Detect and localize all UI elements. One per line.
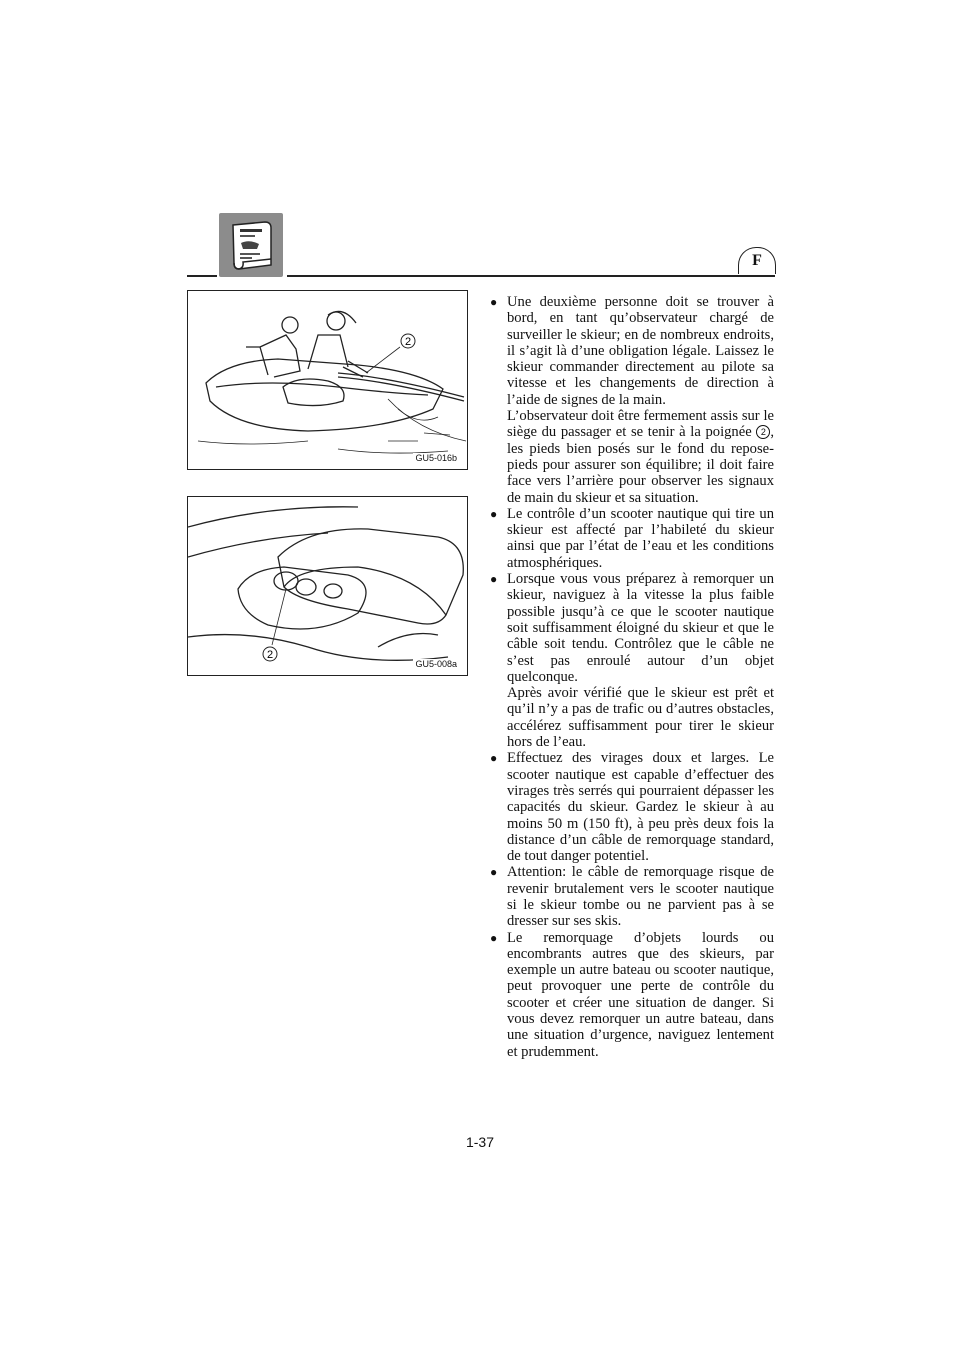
figure2-code: GU5-008a (415, 659, 457, 669)
bullet-item (490, 506, 774, 571)
continuation-text: , les pieds bien posés sur le fond du repose-pieds pour assurer son équilibre; il doit faire face vers l’arrière pour observer les signaux de main du skieur et sa situation. (507, 424, 774, 506)
bullet-continuation (507, 408, 774, 506)
header-rule-left (187, 275, 217, 277)
figure-handle-illustration (187, 496, 468, 676)
bullet-continuation: Après avoir vérifié que le skieur est prêt et qu’il n’y a pas de trafic ou d’autres obstacles, accélérez suffisamment pour tirer le skieur hors de l’eau. (507, 685, 774, 751)
page-number: 1-37 (465, 1134, 495, 1150)
bullet-paragraph: ● Lorsque vous vous préparez à remorquer un skieur, naviguez à la vitesse la plus faible possible jusqu’à ce que le scooter nautique soit suffisamment éloigné du skieur et que le câble soit tendu. Contrôlez que le câble ne s’est pas enroulé autour d’un objet quelconque. (507, 571, 774, 685)
continuation-text: L’observateur doit être fermement assis sur le siège du passager et se tenir à la poignée (507, 408, 774, 441)
bullet-item (490, 571, 774, 750)
figure2-callout: 2 (266, 649, 274, 661)
bullet-item (490, 750, 774, 864)
bullet-item (490, 930, 774, 1060)
bullet-item (490, 294, 774, 506)
bullet-paragraph: ● Attention: le câble de remorquage risque de revenir brutalement vers le scooter nautique si le skieur tombe ou ne parvient pas à se dresser sur ses skis. (507, 864, 774, 930)
header-rule-right (287, 275, 775, 277)
figure1-code: GU5-016b (415, 453, 457, 463)
bullet-paragraph: ● Le remorquage d’objets lourds ou encombrants autres que des skieurs, par exemple un autre bateau ou scooter nautique, peut provoquer une perte de contrôle du scooter et créer une situation de danger. Si vous devez remorquer un autre bateau, dans une situation d’urgence, naviguez lentement et prudemment. (507, 929, 774, 1060)
callout-2-icon: 2 (756, 425, 770, 439)
owners-manual-icon (219, 213, 283, 277)
language-badge: F (738, 247, 776, 274)
bullet-paragraph: ● Une deuxième personne doit se trouver à bord, en tant qu’observateur chargé de surveiller le skieur; en de nombreux endroits, il s’agit là d’une obligation légale. Laissez le skieur commander directement au pilote sa vitesse et les changements de direction à l’aide de signes de la main. (507, 294, 774, 408)
safety-instructions-text (490, 294, 774, 1060)
bullet-paragraph: ● Effectuez des virages doux et larges. Le scooter nautique est capable d’effectuer des virages très serrés qui pourraient dépasser les capacités du skieur. Gardez le skieur à au moins 50 m (150 ft), à peu près deux fois la distance d’un câble de remorquage standard, de tout danger potentiel. (507, 750, 774, 865)
figure1-callout: 2 (404, 336, 412, 348)
bullet-paragraph: ● Le contrôle d’un scooter nautique qui tire un skieur est affecté par l’habileté du skieur ainsi que par l’état de l’eau et les conditions atmosphériques. (507, 505, 774, 571)
bullet-item (490, 864, 774, 929)
figure-observer-illustration (187, 290, 468, 470)
